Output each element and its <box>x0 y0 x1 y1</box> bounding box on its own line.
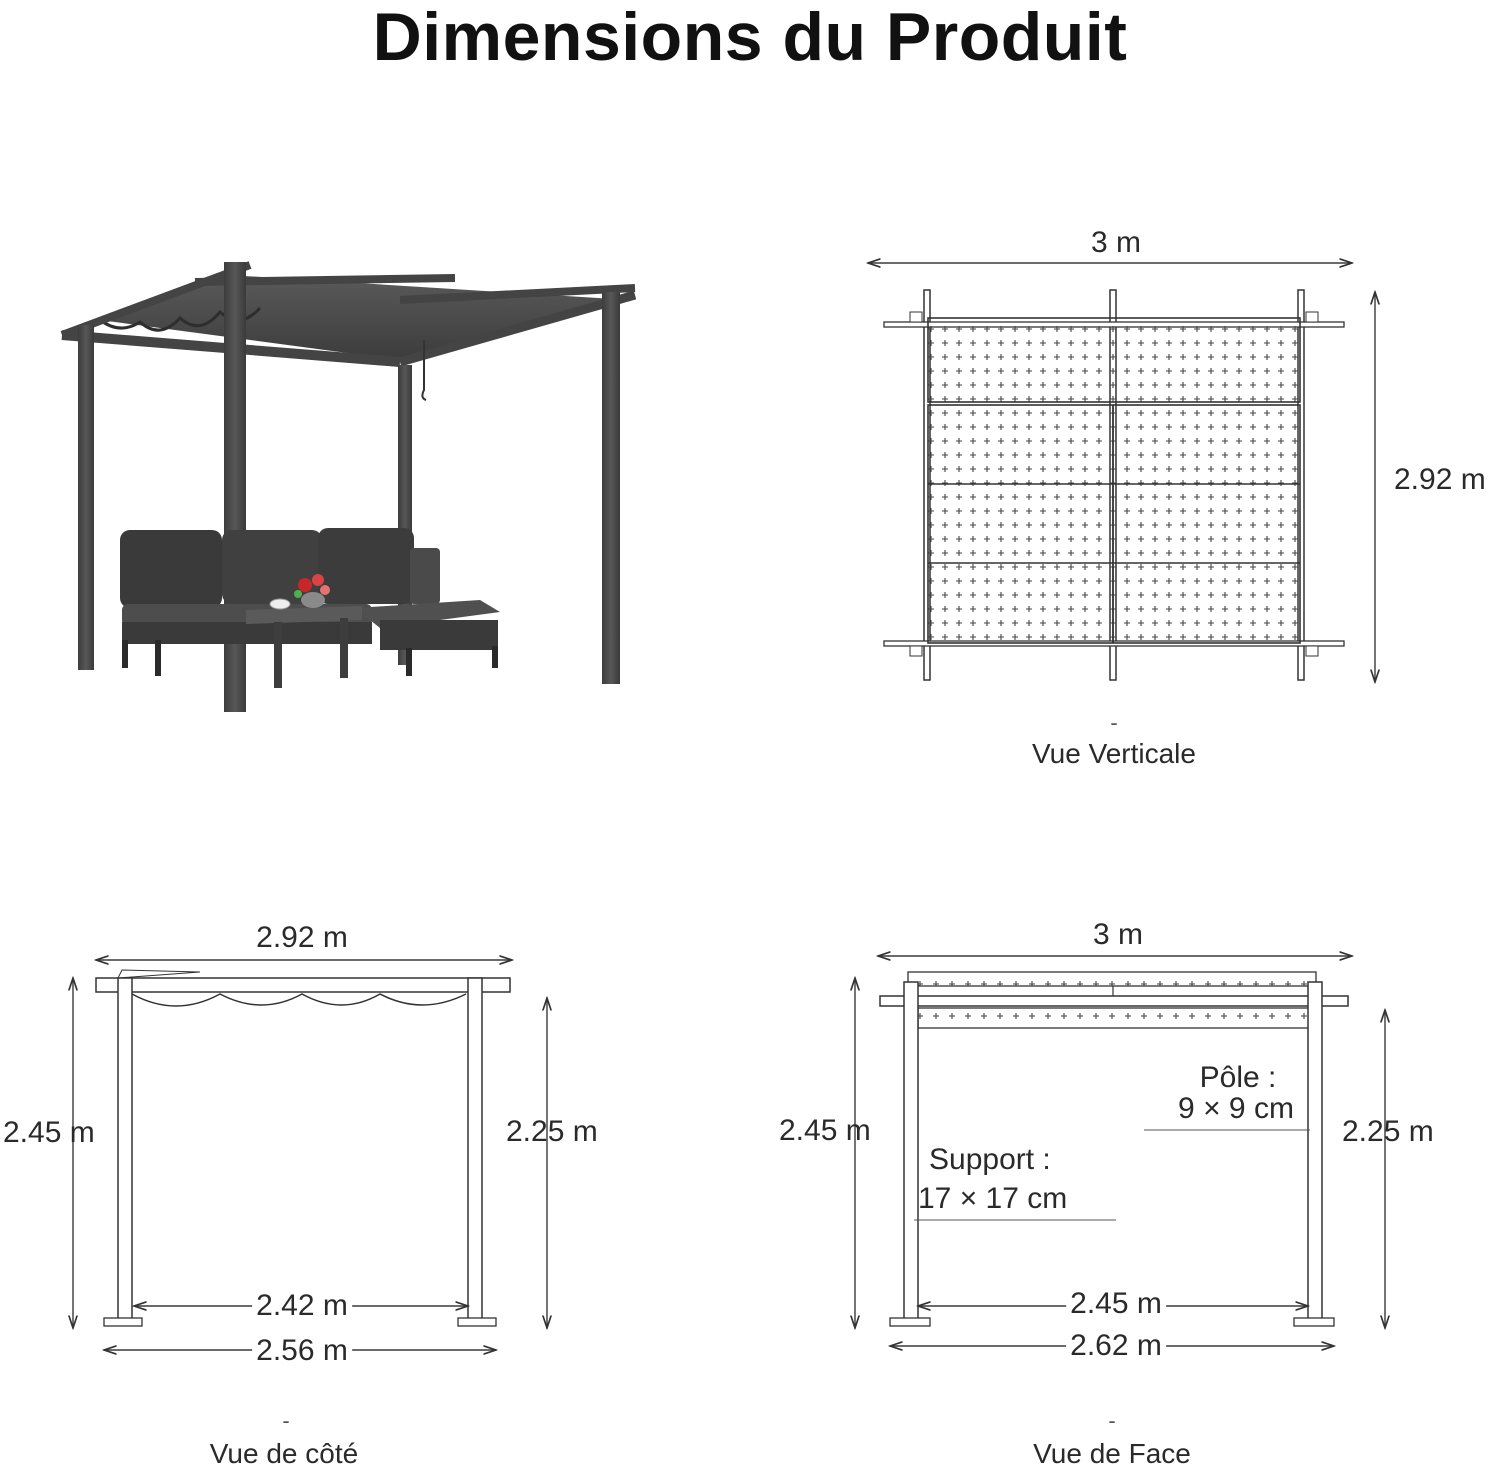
front-inner-width-label: 2.45 m <box>1066 1287 1166 1321</box>
front-base-width-label: 2.62 m <box>1066 1329 1166 1363</box>
page-title: Dimensions du Produit <box>372 0 1128 75</box>
front-foot-left <box>890 1318 930 1326</box>
side-top-width-label: 2.92 m <box>256 921 348 954</box>
front-top-beam <box>880 996 1348 1006</box>
front-post-left <box>904 982 918 1324</box>
side-view-separator: - <box>282 1408 290 1433</box>
pole-label-size: 9 × 9 cm <box>1178 1092 1294 1125</box>
front-foot-right <box>1294 1318 1334 1326</box>
front-view-caption: Vue de Face <box>1033 1438 1191 1469</box>
front-canopy-lower <box>918 1008 1310 1028</box>
front-canopy-top <box>908 972 1316 986</box>
side-base-width-label: 2.56 m <box>252 1334 352 1368</box>
front-view-separator: - <box>1108 1408 1116 1433</box>
side-clear-height-label: 2.25 m <box>506 1115 598 1148</box>
support-label-size: 17 × 17 cm <box>918 1182 1068 1215</box>
pole-label-title: Pôle : <box>1199 1061 1277 1094</box>
top-view-caption: Vue Verticale <box>1032 738 1196 769</box>
side-inner-width-label: 2.42 m <box>252 1289 352 1323</box>
support-label-title: Support : <box>929 1143 1051 1176</box>
front-post-right <box>1308 982 1322 1324</box>
side-view-caption: Vue de côté <box>209 1438 359 1469</box>
front-top-width-label: 3 m <box>1092 918 1144 951</box>
top-view-separator: - <box>1110 710 1118 735</box>
front-total-height-label: 2.45 m <box>779 1114 871 1147</box>
top-depth-label: 2.92 m <box>1394 463 1486 496</box>
top-width-label: 3 m <box>1090 226 1142 259</box>
front-clear-height-label: 2.25 m <box>1342 1115 1434 1148</box>
side-total-height-label: 2.45 m <box>3 1116 95 1149</box>
